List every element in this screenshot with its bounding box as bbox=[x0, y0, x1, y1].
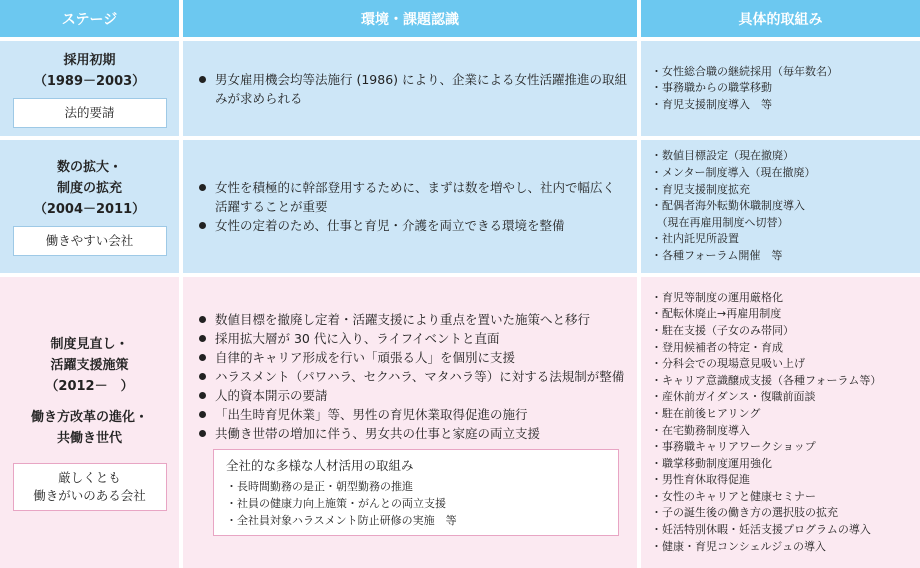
action-item: ・ 健康・育児コンシェルジュの導入 bbox=[651, 539, 914, 556]
stage-name: 制度見直し・ bbox=[50, 337, 129, 352]
action-item: ・ 男性育休取得促進 bbox=[651, 472, 914, 489]
action-item: ・ 各種フォーラム開催 等 bbox=[651, 248, 914, 265]
action-item: ・ 産休前ガイダンス・復職前面談 bbox=[651, 389, 914, 406]
action-item: ・ 女性総合職の継続採用（毎年数名） bbox=[651, 64, 914, 81]
stage-tag: 働きやすい会社 bbox=[13, 226, 167, 256]
action-item: ・ キャリア意識醸成支援（各種フォーラム等） bbox=[651, 373, 914, 390]
actions-cell-2 bbox=[641, 140, 920, 273]
stage-period: （2012－ ） bbox=[45, 379, 134, 394]
stage-name: 制度の拡充 bbox=[56, 181, 122, 196]
environment-item: 女性を積極的に幹部登用するために、まずは数を増やし、社内で幅広く活躍することが重要 bbox=[197, 178, 627, 216]
stage-cell-1 bbox=[0, 41, 179, 136]
action-item: ・ 駐在前後ヒアリング bbox=[651, 406, 914, 423]
actions-cell-3 bbox=[641, 277, 920, 568]
box-item: ・ 長時間勤務の是正・朝型勤務の推進 bbox=[226, 478, 610, 495]
stage-name: 採用初期 bbox=[63, 52, 116, 68]
action-item: ・ 社内託児所設置 bbox=[651, 231, 914, 248]
action-item: ・ メンター制度導入（現在撤廃） bbox=[651, 165, 914, 182]
action-item: ・ 登用候補者の特定・育成 bbox=[651, 340, 914, 357]
action-item: ・ 数値目標設定（現在撤廃） bbox=[651, 148, 914, 165]
stage-tag: 法的要請 bbox=[13, 98, 167, 128]
action-item: ・ 子の誕生後の働き方の選択肢の拡充 bbox=[651, 505, 914, 522]
stage-subtitle: 共働き世代 bbox=[56, 431, 122, 446]
stage-subtitle: 働き方改革の進化・ bbox=[30, 410, 148, 425]
stage-tag bbox=[13, 463, 167, 511]
environment-cell-2 bbox=[183, 140, 637, 273]
environment-item: ハラスメント（パワハラ、セクハラ、マタハラ等）に対する法規制が整備 bbox=[197, 367, 627, 386]
header-environment: 環境・課題認識 bbox=[183, 0, 637, 37]
action-item: ・ 育児支援制度拡充 bbox=[651, 182, 914, 199]
environment-item: 採用拡大層が 30 代に入り、ライフイベントと直面 bbox=[197, 329, 627, 348]
stage-period: （2004－2011） bbox=[33, 202, 146, 217]
box-title: 全社的な多様な人材活用の取組み bbox=[226, 457, 414, 473]
environment-item: 共働き世帯の増加に伴う、男女共の仕事と家庭の両立支援 bbox=[197, 424, 627, 443]
stage-name: 数の拡大・ bbox=[56, 160, 122, 175]
action-item: ・ 事務職キャリアワークショップ bbox=[651, 439, 914, 456]
action-item: ・ 配偶者海外転勤休職制度導入 bbox=[651, 198, 914, 215]
action-item: ・ 配転休廃止→再雇用制度 bbox=[651, 306, 914, 323]
environment-item: 数値目標を撤廃し定着・活躍支援により重点を置いた施策へと移行 bbox=[197, 310, 627, 329]
action-item: ・ 分科会での現場意見吸い上げ bbox=[651, 356, 914, 373]
action-item: ・ 育児支援制度導入 等 bbox=[651, 97, 914, 114]
box-item: ・ 全社員対象ハラスメント防止研修の実施 等 bbox=[226, 512, 610, 529]
environment-item: 「出生時育児休業」等、男性の育児休業取得促進の施行 bbox=[197, 405, 627, 424]
action-item: ・ 女性のキャリアと健康セミナー bbox=[651, 489, 914, 506]
action-item: ・ 在宅勤務制度導入 bbox=[651, 423, 914, 440]
action-item-note: （現在再雇用制度へ切替） bbox=[662, 215, 789, 229]
action-item: ・ 駐在支援（子女のみ帯同） bbox=[651, 323, 914, 340]
box-item: ・ 社員の健康力向上施策・がんとの両立支援 bbox=[226, 495, 610, 512]
environment-cell-1 bbox=[183, 41, 637, 136]
stage-cell-3 bbox=[0, 277, 179, 568]
action-item: ・ 職掌移動制度運用強化 bbox=[651, 456, 914, 473]
header-stage: ステージ bbox=[0, 0, 179, 37]
stage-tag-line: 厳しくとも bbox=[58, 470, 121, 485]
environment-item: 人的資本開示の要請 bbox=[197, 386, 627, 405]
company-wide-initiatives-box bbox=[213, 449, 619, 536]
environment-item: 男女雇用機会均等法施行 (1986) により、企業による女性活躍推進の取組みが求められる bbox=[197, 70, 627, 108]
stage-cell-2 bbox=[0, 140, 179, 273]
environment-item: 自律的キャリア形成を行い「頑張る人」を個別に支援 bbox=[197, 348, 627, 367]
header-actions: 具体的取組み bbox=[641, 0, 920, 37]
actions-cell-1 bbox=[641, 41, 920, 136]
stage-name: 活躍支援施策 bbox=[50, 358, 129, 373]
stage-tag-line: 働きがいのある会社 bbox=[33, 488, 146, 503]
action-item: ・ 育児等制度の運用厳格化 bbox=[651, 290, 914, 307]
action-item: ・ 妊活特別休暇・妊活支援プログラムの導入 bbox=[651, 522, 914, 539]
action-item: ・ 事務職からの職掌移動 bbox=[651, 80, 914, 97]
stage-period: （1989－2003） bbox=[33, 73, 146, 89]
environment-item: 女性の定着のため、仕事と育児・介護を両立できる環境を整備 bbox=[197, 216, 627, 235]
environment-cell-3 bbox=[183, 277, 637, 568]
